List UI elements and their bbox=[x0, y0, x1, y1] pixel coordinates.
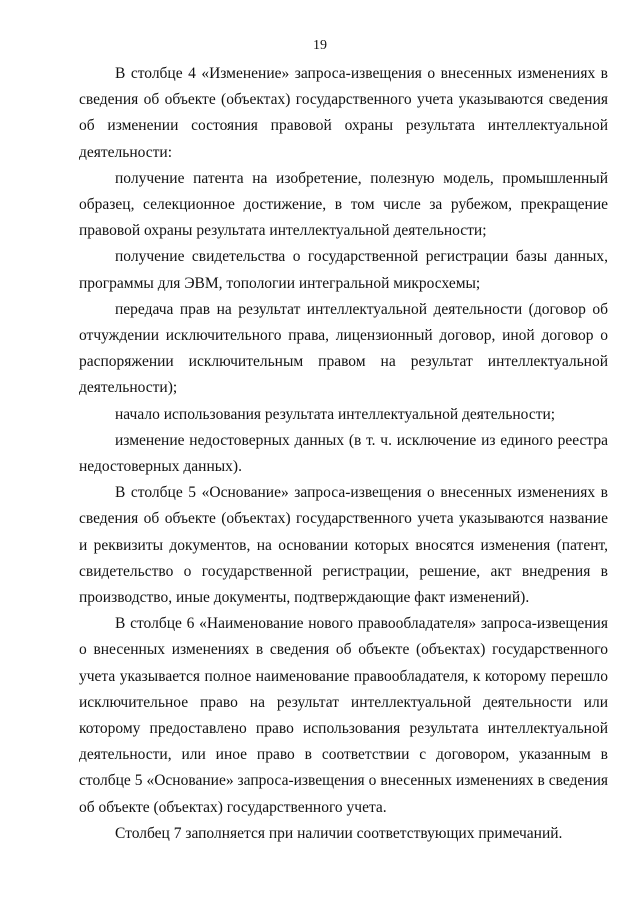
paragraph-column-6: В столбце 6 «Наименование нового правообладателя» запроса-извещения о внесенных изменениях в сведения об объекте (объектах) государственного учета указывается полное наименование правообладателя, к которому перешло исключительное право на результат интеллектуальной деятельности или которому предоставлено право использования результата интеллектуальной деятельности, или иное право в соответствии с договором, указанным в столбце 5 «Основание» запроса-извещения о внесенных изменениях в сведения об объекте (объектах) государственного учета. bbox=[79, 615, 608, 816]
document-body bbox=[79, 61, 608, 847]
paragraph-column-4: В столбце 4 «Изменение» запроса-извещения о внесенных изменениях в сведения об объекте (объектах) государственного учета указываются сведения об изменении состояния правовой охраны результата интеллектуальной деятельности: bbox=[79, 65, 608, 161]
page-number: 19 bbox=[313, 38, 327, 53]
list-item-usage-start: начало использования результата интеллектуальной деятельности; bbox=[115, 405, 556, 423]
list-item-data-correction: изменение недостоверных данных (в т. ч. исключение из единого реестра недостоверных данных). bbox=[79, 431, 608, 476]
list-item-patent: получение патента на изобретение, полезную модель, промышленный образец, селекционное достижение, в том числе за рубежом, прекращение правовой охраны результата интеллектуальной деятельности; bbox=[79, 169, 608, 240]
list-item-rights-transfer: передача прав на результат интеллектуальной деятельности (договор об отчуждении исключительного права, лицензионный договор, иной договор о распоряжении исключительным правом на результат интеллектуальной деятельности); bbox=[79, 300, 608, 397]
list-item-certificate: получение свидетельства о государственной регистрации базы данных, программы для ЭВМ, топологии интегральной микросхемы; bbox=[79, 248, 608, 292]
paragraph-column-7: Столбец 7 заполняется при наличии соответствующих примечаний. bbox=[115, 824, 563, 842]
paragraph-column-5: В столбце 5 «Основание» запроса-извещения о внесенных изменениях в сведения об объекте (объектах) государственного учета указываются название и реквизиты документов, на основании которых вносятся изменения (патент, свидетельство о государственной регистрации, решение, акт внедрения в производство, иные документы, подтверждающие факт изменений). bbox=[79, 484, 608, 607]
